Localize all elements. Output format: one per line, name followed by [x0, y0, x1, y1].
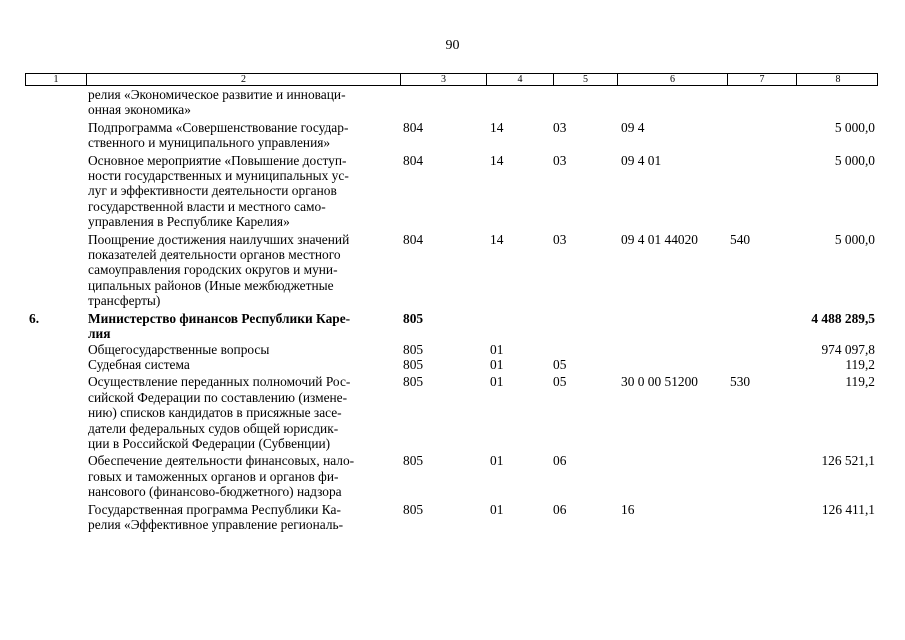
row-number: [25, 87, 85, 118]
row-name: [85, 453, 399, 499]
row-name-line: сийской Федерации по составлению (измене-: [88, 389, 348, 405]
column-header-6: 6: [617, 74, 727, 85]
row-amount: 126 521,1: [821, 453, 875, 469]
row-subsection-code: [552, 87, 616, 118]
row-amount: 5 000,0: [834, 119, 875, 135]
table-row: [25, 120, 878, 151]
row-ministry-code: 805: [403, 341, 424, 357]
row-name-line: Общегосударственные вопросы: [88, 341, 270, 357]
table-row: [25, 374, 878, 451]
row-amount: 119,2: [845, 374, 875, 390]
row-number: [25, 153, 85, 230]
row-ministry-code: 805: [403, 374, 424, 390]
row-name: [85, 232, 399, 309]
row-target-code: 09 4: [621, 119, 645, 135]
row-expense-type-code: [726, 453, 795, 499]
column-header-1: 1: [53, 74, 59, 85]
row-name-line: Обеспечение деятельности финансовых, нало-: [88, 453, 355, 469]
row-subsection-code: [552, 311, 616, 342]
row-number: [25, 502, 85, 533]
row-name-line: ственного и муниципального управления»: [88, 135, 331, 151]
row-subsection-code: 05: [553, 356, 567, 372]
row-name-line: Подпрограмма «Совершенствование государ-: [88, 119, 349, 135]
row-target-code: 16: [621, 501, 635, 517]
row-number: [25, 342, 85, 357]
row-name: [85, 374, 399, 451]
row-name-line: нию) списков кандидатов в присяжные засе-: [88, 405, 342, 421]
table-body: [25, 87, 878, 532]
row-ministry-code: 804: [403, 231, 424, 247]
row-name-line: нансового (финансово-бюджетного) надзора: [88, 484, 342, 500]
row-name: [85, 502, 399, 533]
row-name: [85, 357, 399, 372]
row-section-code: 14: [490, 119, 504, 135]
row-name-line: Судебная система: [88, 356, 190, 372]
row-name-line: лия: [88, 326, 111, 342]
row-section-code: 01: [490, 501, 504, 517]
column-header-5: 5: [553, 74, 617, 85]
row-amount: [795, 87, 878, 118]
row-name: [85, 311, 399, 342]
row-name-line: ципальных районов (Иные межбюджетные: [88, 277, 334, 293]
row-subsection-code: 06: [553, 501, 567, 517]
table-row: [25, 232, 878, 309]
row-expense-type-code: [726, 357, 795, 372]
row-number: [25, 357, 85, 372]
row-expense-type-code: [726, 342, 795, 357]
column-header-7: 7: [727, 74, 796, 85]
row-section-code: 14: [490, 152, 504, 168]
row-name-line: говых и таможенных органов и органов фи-: [88, 468, 339, 484]
row-section-code: 14: [490, 231, 504, 247]
row-amount: 5 000,0: [834, 231, 875, 247]
row-target-code: 09 4 01: [621, 152, 662, 168]
table-row: [25, 311, 878, 342]
row-name-line: ции в Российской Федерации (Субвенции): [88, 435, 331, 451]
row-section-code: 01: [490, 374, 504, 390]
row-number: [25, 120, 85, 151]
table-row: [25, 357, 878, 372]
row-name-line: трансферты): [88, 293, 161, 309]
column-header-3: 3: [400, 74, 486, 85]
row-expense-type-code: [726, 311, 795, 342]
row-section-code: [485, 87, 552, 118]
row-ministry-code: 805: [403, 356, 424, 372]
row-name-line: Государственная программа Республики Ка-: [88, 501, 341, 517]
row-section-code: 01: [490, 341, 504, 357]
row-name: [85, 87, 399, 118]
row-number: [25, 232, 85, 309]
row-expense-type-code: [726, 87, 795, 118]
table-header: [25, 73, 878, 86]
page-number: 90: [445, 38, 460, 53]
row-ministry-code: 804: [403, 119, 424, 135]
row-name-line: Поощрение достижения наилучших значений: [88, 231, 350, 247]
row-ministry-code: 804: [403, 152, 424, 168]
row-name-line: онная экономика»: [88, 102, 191, 118]
row-name: [85, 153, 399, 230]
row-target-code: [616, 357, 726, 372]
column-header-8: 8: [796, 74, 879, 85]
column-header-4: 4: [486, 74, 553, 85]
table-row: [25, 153, 878, 230]
row-amount: 126 411,1: [821, 501, 875, 517]
row-target-code: 09 4 01 44020: [621, 231, 698, 247]
row-ministry-code: 805: [403, 453, 424, 469]
row-target-code: [616, 342, 726, 357]
row-name: [85, 120, 399, 151]
row-target-code: [616, 453, 726, 499]
row-name-line: релия «Экономическое развитие и инноваци-: [88, 87, 346, 102]
table-row: [25, 502, 878, 533]
row-name-line: Осуществление переданных полномочий Рос-: [88, 374, 351, 390]
row-target-code: [616, 87, 726, 118]
row-name-line: датели федеральных судов общей юрисдик-: [88, 420, 339, 436]
row-name-line: самоуправления городских округов и муни-: [88, 262, 338, 278]
row-subsection-code: 03: [553, 152, 567, 168]
row-target-code: [616, 311, 726, 342]
row-ministry-code: 805: [403, 310, 424, 326]
row-ministry-code: 805: [403, 501, 424, 517]
row-expense-type-code: 530: [730, 374, 751, 390]
row-name-line: государственной власти и местного само-: [88, 198, 326, 214]
row-target-code: 30 0 00 51200: [621, 374, 698, 390]
row-amount: 4 488 289,5: [811, 310, 875, 326]
row-expense-type-code: [726, 502, 795, 533]
table-row: [25, 342, 878, 357]
row-name-line: луг и эффективности деятельности органов: [88, 183, 337, 199]
row-expense-type-code: 540: [730, 231, 751, 247]
row-subsection-code: 03: [553, 119, 567, 135]
row-subsection-code: 06: [553, 453, 567, 469]
row-ministry-code: [399, 87, 485, 118]
row-name-line: управления в Республике Карелия»: [88, 214, 290, 230]
row-expense-type-code: [726, 153, 795, 230]
row-number: [25, 374, 85, 451]
row-number: 6.: [29, 310, 40, 326]
row-name-line: Основное мероприятие «Повышение доступ-: [88, 152, 347, 168]
row-section-code: [485, 311, 552, 342]
table-row: [25, 87, 878, 118]
row-subsection-code: 05: [553, 374, 567, 390]
row-name: [85, 342, 399, 357]
row-amount: 974 097,8: [821, 341, 875, 357]
row-amount: 119,2: [845, 356, 875, 372]
row-name-line: Министерство финансов Республики Каре-: [88, 310, 351, 326]
row-name-line: показателей деятельности органов местного: [88, 247, 341, 263]
row-amount: 5 000,0: [834, 152, 875, 168]
row-name-line: ности государственных и муниципальных ус-: [88, 168, 349, 184]
row-subsection-code: [552, 342, 616, 357]
row-expense-type-code: [726, 120, 795, 151]
row-name-line: релия «Эффективное управление региональ-: [88, 516, 344, 532]
row-section-code: 01: [490, 356, 504, 372]
row-subsection-code: 03: [553, 231, 567, 247]
row-number: [25, 453, 85, 499]
column-header-2: 2: [86, 74, 400, 85]
table-row: [25, 453, 878, 499]
row-section-code: 01: [490, 453, 504, 469]
